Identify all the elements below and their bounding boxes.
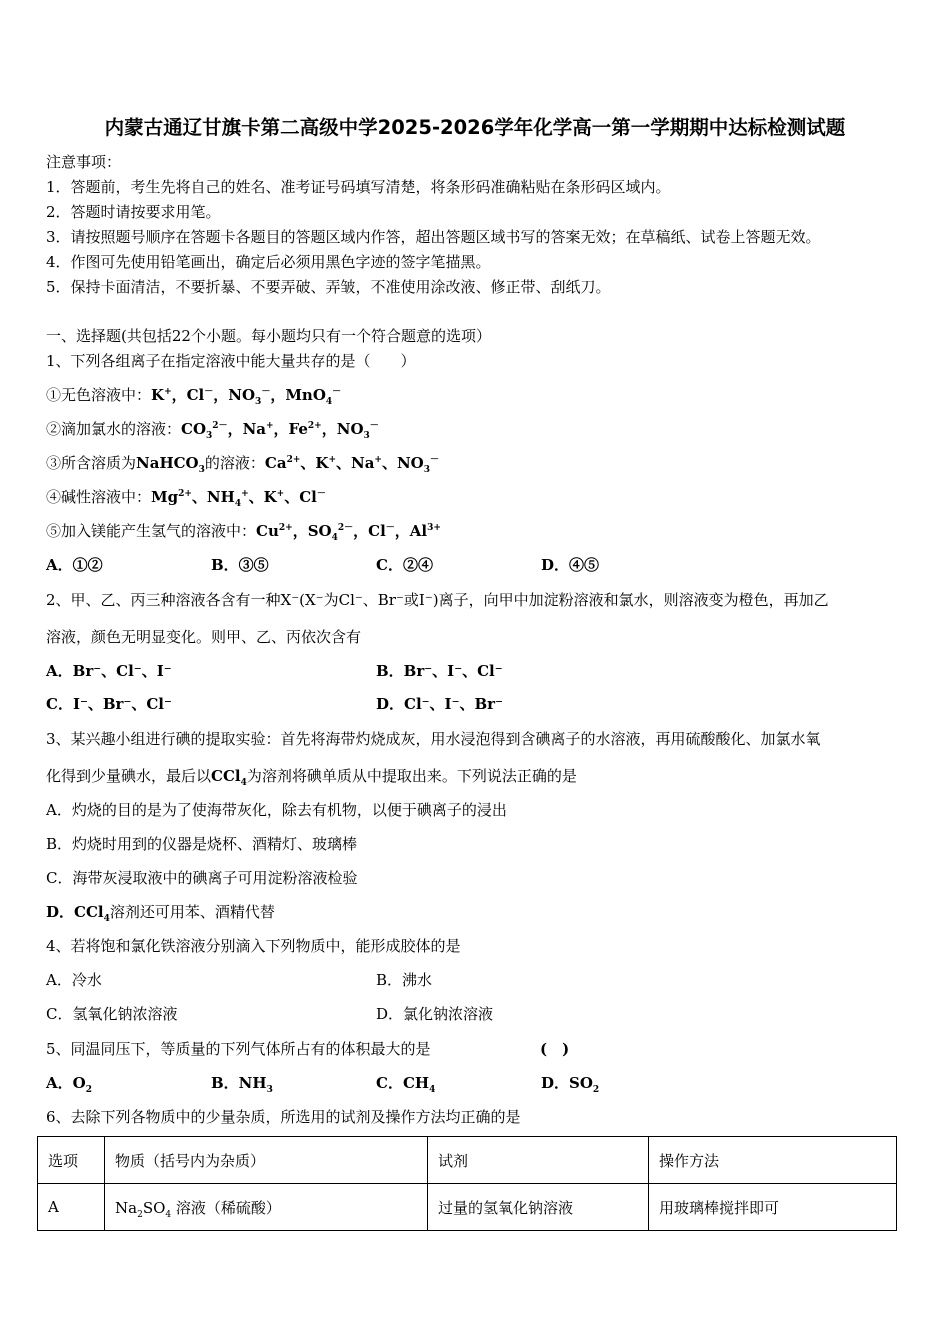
table-cell: 过量的氢氧化钠溶液	[428, 1184, 649, 1231]
notice-item: 3．请按照题号顺序在答题卡各题目的答题区域内作答，超出答题区域书写的答案无效；在草稿纸、试卷上答题无效。	[46, 228, 821, 246]
q5-option-c[interactable]: C．$CH_4$	[376, 1074, 436, 1095]
q4-option-d[interactable]: D．氯化钠浓溶液	[376, 1005, 494, 1023]
q3-option-a[interactable]: A．灼烧的目的是为了使海带灰化，除去有机物，以便于碘离子的浸出	[46, 801, 507, 819]
q1-statement-2: ②滴加氯水的溶液：$CO_3^{2-}$，Na+，$Fe^{2+}$，$NO_3^-$	[46, 420, 379, 441]
q1-option-b[interactable]: B．③⑤	[211, 556, 269, 574]
q1-statement-3: ③所含溶质为NaHCO$_3$的溶液：$Ca^{2+}$、K+、Na+、$NO_3^-$	[46, 454, 440, 475]
q5-option-b[interactable]: B．$NH_3$	[211, 1074, 273, 1095]
q6-stem: 6、去除下列各物质中的少量杂质，所选用的试剂及操作方法均正确的是	[46, 1108, 521, 1126]
table-header: 物质（括号内为杂质）	[105, 1137, 428, 1184]
section-heading: 一、选择题(共包括22个小题。每小题均只有一个符合题意的选项）	[46, 327, 491, 345]
q4-stem: 4、若将饱和氯化铁溶液分别滴入下列物质中，能形成胶体的是	[46, 937, 461, 955]
notice-item: 5．保持卡面清洁，不要折暴、不要弄破、弄皱，不准使用涂改液、修正带、刮纸刀。	[46, 278, 611, 296]
q4-option-a[interactable]: A．冷水	[46, 971, 102, 989]
q2-stem: 2、甲、乙、丙三种溶液各含有一种X⁻(X⁻为Cl⁻、Br⁻或I⁻)离子，向甲中加淀粉溶液和氯水，则溶液变为橙色，再加乙	[46, 591, 829, 609]
q2-option-b[interactable]: B．Br⁻、I⁻、Cl⁻	[376, 662, 503, 680]
page-title: 内蒙古通辽甘旗卡第二高级中学2025-2026学年化学高一第一学期期中达标检测试题	[104, 116, 846, 139]
q3-option-c[interactable]: C．海带灰浸取液中的碘离子可用淀粉溶液检验	[46, 869, 358, 887]
table-row	[38, 1184, 897, 1231]
q2-option-a[interactable]: A．Br⁻、Cl⁻、I⁻	[46, 662, 172, 680]
notice-item: 2．答题时请按要求用笔。	[46, 203, 221, 221]
notice-item: 4．作图可先使用铅笔画出，确定后必须用黑色字迹的签字笔描黑。	[46, 253, 491, 271]
q1-statement-1: ①无色溶液中：K+，Cl－，$NO_3^-$，MnO$_4$－	[46, 386, 342, 407]
q5-stem: 5、同温同压下，等质量的下列气体所占有的体积最大的是	[46, 1040, 431, 1058]
q1-option-c[interactable]: C．②④	[376, 556, 433, 574]
table-header-row	[38, 1137, 897, 1184]
q3-stem-cont: 化得到少量碘水，最后以CCl$_4$为溶剂将碘单质从中提取出来。下列说法正确的是	[46, 767, 577, 788]
q2-option-c[interactable]: C．I⁻、Br⁻、Cl⁻	[46, 695, 172, 713]
q1-stem: 1、下列各组离子在指定溶液中能大量共存的是（ ）	[46, 352, 416, 370]
notice-heading: 注意事项：	[46, 153, 122, 171]
table-cell: 用玻璃棒搅拌即可	[649, 1184, 897, 1231]
q2-stem-cont: 溶液，颜色无明显变化。则甲、乙、丙依次含有	[46, 628, 362, 646]
q4-option-b[interactable]: B．沸水	[376, 971, 433, 989]
q1-statement-4: ④碱性溶液中：$Mg^{2+}$、$NH_4^+$、K+、Cl－	[46, 488, 326, 509]
table-header: 选项	[38, 1137, 105, 1184]
q6-table	[37, 1136, 897, 1231]
q5-answer-paren: ( )	[540, 1040, 570, 1058]
table-cell: A	[38, 1184, 105, 1231]
q3-option-d[interactable]: D．CCl$_4$溶剂还可用苯、酒精代替	[46, 903, 275, 924]
notice-item: 1．答题前，考生先将自己的姓名、准考证号码填写清楚，将条形码准确粘贴在条形码区域内。	[46, 178, 671, 196]
q1-statement-5: ⑤加入镁能产生氢气的溶液中：$Cu^{2+}$，$SO_4^{2-}$，Cl－，$Al^{3+}$	[46, 522, 441, 543]
table-header: 操作方法	[649, 1137, 897, 1184]
q4-option-c[interactable]: C．氢氧化钠浓溶液	[46, 1005, 178, 1023]
table-cell: $Na_2SO_4$ 溶液（稀硫酸）	[105, 1184, 428, 1231]
table-header: 试剂	[428, 1137, 649, 1184]
q1-option-a[interactable]: A．①②	[46, 556, 103, 574]
q3-stem: 3、某兴趣小组进行碘的提取实验：首先将海带灼烧成灰，用水浸泡得到含碘离子的水溶液，再用硫酸酸化、加氯水氧	[46, 730, 821, 748]
q2-option-d[interactable]: D．Cl⁻、I⁻、Br⁻	[376, 695, 503, 713]
q5-option-d[interactable]: D．$SO_2$	[541, 1074, 600, 1095]
q5-option-a[interactable]: A．$O_2$	[46, 1074, 92, 1095]
q3-option-b[interactable]: B．灼烧时用到的仪器是烧杯、酒精灯、玻璃棒	[46, 835, 358, 853]
q1-option-d[interactable]: D．④⑤	[541, 556, 600, 574]
